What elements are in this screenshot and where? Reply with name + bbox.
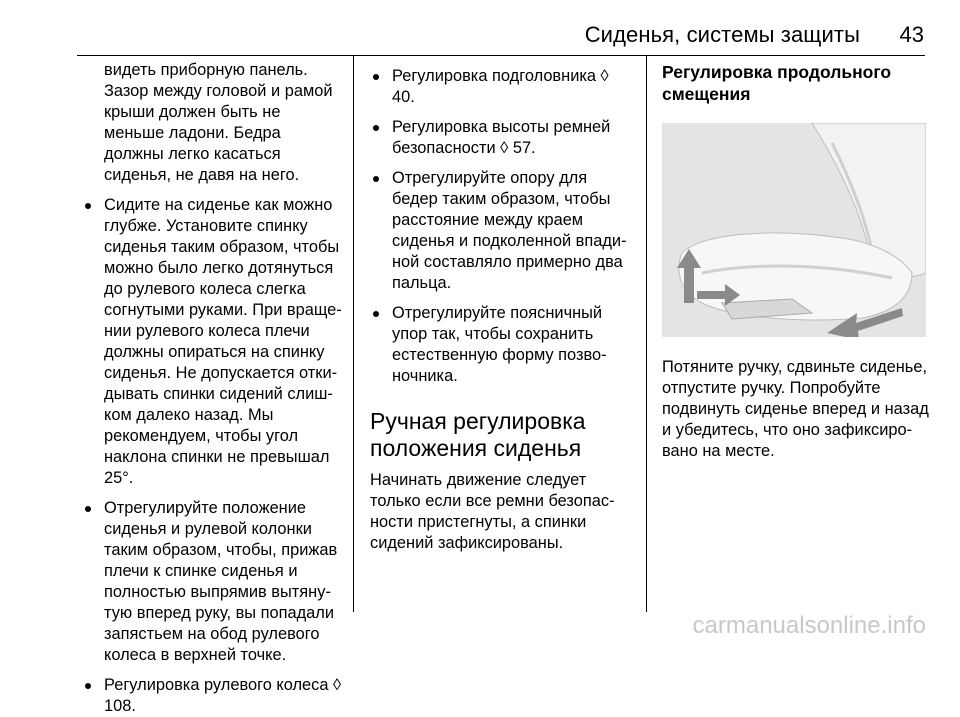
continuation-paragraph: видеть приборную панель. Зазор между головой и рамой крыши должен быть не меньше ладони. Бедра должны легко касаться сиденья, не давя на него. xyxy=(104,61,333,184)
column-3 xyxy=(662,60,930,462)
illustration-caption: Потяните ручку, сдвиньте сиденье, отпустите ручку. Попробуйте подвинуть сиденье вперед и назад и убедитесь, что оно зафиксировано на месте. xyxy=(662,358,929,460)
seat-adjustment-illustration xyxy=(662,123,926,337)
watermark: carmanualsonline.info xyxy=(692,612,926,639)
column-divider-right xyxy=(646,56,647,612)
bullet-item: Отрегулируйте поясничный упор так, чтобы сохранить естественную форму позвоночника. xyxy=(370,303,632,387)
subheading: Регулировка продольного смещения xyxy=(662,62,892,104)
column-2 xyxy=(370,60,632,554)
column-divider-left xyxy=(353,56,354,612)
section-paragraph: Начинать движение следует только если все ремни безопасности пристегнуты, а спинки сидений зафиксированы. xyxy=(370,471,615,552)
page-number: 43 xyxy=(899,22,924,47)
bullet-item: Отрегулируйте положение сиденья и рулевой колонки таким образом, чтобы, прижав плечи к спинке сиденья и полностью выпрямив вытянутую вперед руку, вы попадали запястьем на обод рулевого колеса в верхней точке. xyxy=(82,498,344,666)
bullet-item: Регулировка подголовника ◊ 40. xyxy=(370,66,632,108)
column-1 xyxy=(82,60,344,717)
bullet-item: Отрегулируйте опору для бедер таким образом, чтобы расстояние между краем сиденья и подколенной впадиной составляло примерно два пальца. xyxy=(370,168,632,294)
bullet-item: Регулировка рулевого колеса ◊ 108. xyxy=(82,675,344,717)
page-header xyxy=(0,0,960,56)
page-title: Сиденья, системы защиты xyxy=(584,22,860,47)
section-heading: Ручная регулировка положения сиденья xyxy=(370,408,586,461)
seat-drawing xyxy=(662,123,926,337)
header-rule xyxy=(77,55,925,56)
bullet-item: Сидите на сиденье как можно глубже. Установите спинку сиденья таким образом, чтобы можно было легко дотянуться до рулевого колеса слегка согнутыми руками. При вращении рулевого колеса плечи должны опираться на спинку сиденья. Не допускается откидывать спинки сидений слишком далеко назад. Мы рекомендуем, чтобы угол наклона спинки не превышал 25°. xyxy=(82,195,344,489)
bullet-item: Регулировка высоты ремней безопасности ◊ 57. xyxy=(370,117,632,159)
